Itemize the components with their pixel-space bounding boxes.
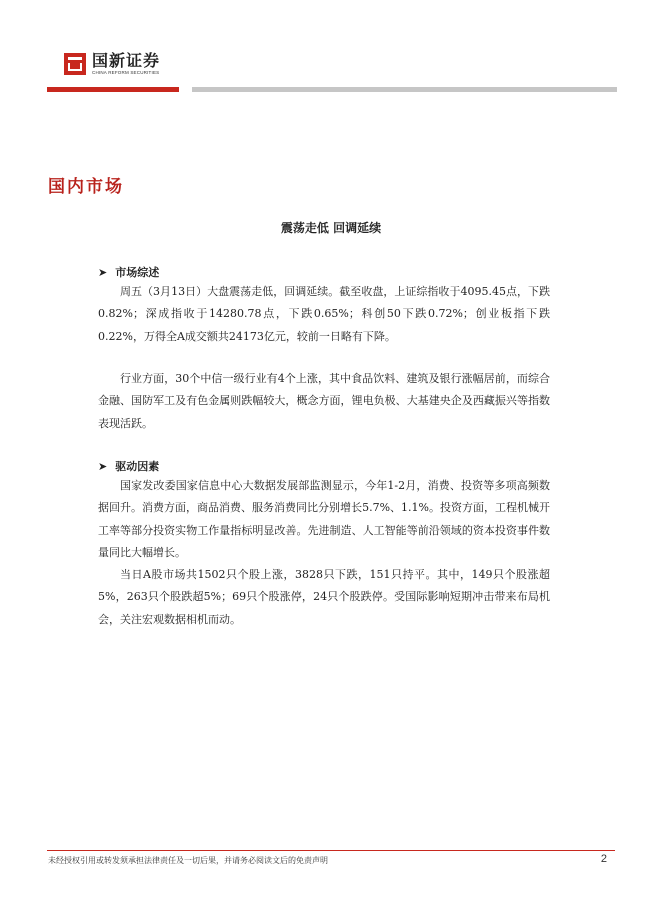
paragraph-market-breadth: 当日A股市场共1502只个股上涨，3828只下跌，151只持平。其中，149只个股涨超5%，263只个股跌超5%；69只个股涨停，24只个股跌停。受国际影响短期冲击带来布局机会，关注宏观数据相机而动。 [98,568,550,626]
logo-english-name: CHINA REFORM SECURITIES [92,70,160,75]
subsection-heading-drivers [98,458,159,474]
page-number: 2 [600,853,607,865]
report-title: 震荡走低 回调延续 [280,221,382,235]
company-logo [64,50,160,78]
paragraph-industry: 行业方面，30个中信一级行业有4个上涨，其中食品饮料、建筑及银行涨幅居前，而综合金融、国防军工及有色金属则跌幅较大，概念方面，锂电负极、大基建央企及西藏振兴等指数表现活跃。 [98,372,550,430]
footer-divider [47,850,615,851]
subsection-heading-text: 市场综述 [115,266,160,279]
arrow-bullet-icon: ➤ [98,266,108,279]
header-divider-gray [192,87,617,92]
section-title: 国内市场 [48,177,124,197]
header-divider-red [47,87,179,92]
paragraph-macro-data: 国家发改委国家信息中心大数据发展部监测显示，今年1-2月，消费、投资等多项高频数据回升。消费方面，商品消费、服务消费同比分别增长5.7%、1.1%。投资方面，工程机械开工率等部分投资实物工作量指标明显改善。先进制造、人工智能等前沿领域的资本投资事件数量同比大幅增长。 [98,479,550,560]
logo-chinese-name: 国新证券 [92,51,161,70]
paragraph-market-summary: 周五（3月13日）大盘震荡走低，回调延续。截至收盘，上证综指收于4095.45点，下跌0.82%；深成指收于14280.78点，下跌0.65%；科创50下跌0.72%；创业板指下跌0.22%，万得全A成交额共24173亿元，较前一日略有下降。 [98,285,550,343]
subsection-heading-market-overview [98,264,159,280]
arrow-bullet-icon: ➤ [98,460,108,473]
logo-text [92,52,160,76]
footer-disclaimer: 未经授权引用或转发须承担法律责任及一切后果，并请务必阅读文后的免责声明 [48,856,328,865]
logo-mark-icon [64,53,86,75]
subsection-heading-text: 驱动因素 [115,460,160,473]
